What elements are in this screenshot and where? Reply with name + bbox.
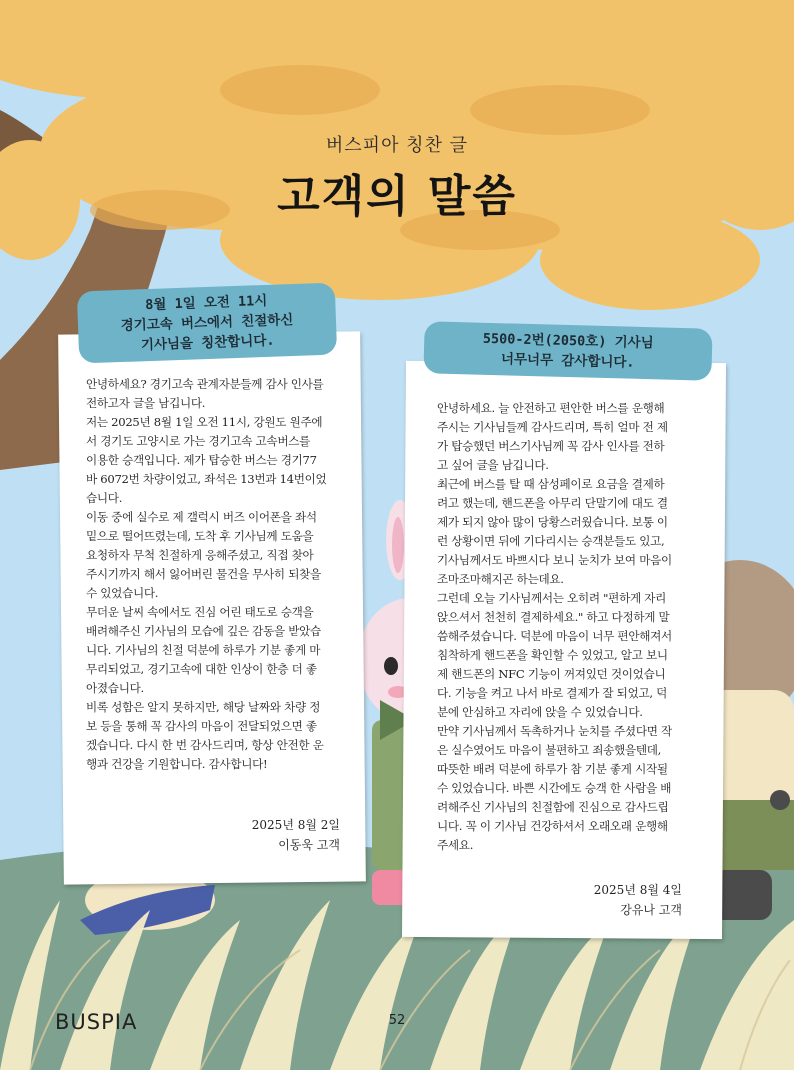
body-line: 이용한 승객입니다. 제가 탑승한 버스는 경기77: [86, 453, 317, 467]
body-line: 은 실수였어도 마음이 불편하고 죄송했을텐데,: [437, 743, 662, 757]
body-line: 겠습니다. 다시 한 번 감사드리며, 항상 안전한 운: [86, 738, 324, 752]
letter-left-heading: [77, 283, 337, 364]
body-line: 기사님께서도 바쁘시다 보니 눈치가 보여 마음이: [437, 553, 672, 567]
body-line: 런 상황이면 뒤에 기다리시는 승객분들도 있고,: [437, 534, 665, 548]
body-line: 행과 건강을 기원합니다. 감사합니다!: [86, 757, 268, 771]
body-line: 저는 2025년 8월 1일 오전 11시, 강원도 원주에: [86, 415, 323, 429]
body-line: 려고 했는데, 핸드폰을 아무리 단말기에 대도 결: [437, 496, 668, 510]
body-line: 요청하자 무척 친절하게 응해주셨고, 직접 찾아: [86, 548, 314, 562]
heading-line: 경기고속 버스에서 친절하신: [120, 311, 294, 335]
body-line: 니다. 기사님의 친절 덕분에 하루가 기분 좋게 마: [86, 643, 321, 657]
body-line: 배려해주신 기사님의 모습에 깊은 감동을 받았습: [86, 624, 321, 638]
letter-right-heading: [423, 321, 712, 381]
body-line: 다. 기능을 켜고 나서 바로 결제가 잘 되었고, 덕: [437, 686, 668, 700]
body-line: 서 경기도 고양시로 가는 경기고속 고속버스를: [86, 434, 311, 448]
letter-right-signature: [540, 880, 682, 920]
body-line: 주시기까지 해서 잃어버린 물건을 무사히 되찾을: [86, 567, 321, 581]
body-line: 이동 중에 실수로 제 갤럭시 버즈 이어폰을 좌석: [86, 510, 317, 524]
heading-line: 너무너무 감사합니다.: [500, 351, 635, 371]
body-line: 전하고자 글을 남깁니다.: [86, 396, 206, 410]
body-line: 니다. 꼭 이 기사님 건강하셔서 오래오래 운행해: [437, 819, 668, 833]
letter-date: 2025년 8월 4일: [593, 883, 682, 897]
heading-line: 8월 1일 오전 11시: [144, 292, 268, 314]
body-line: 주세요.: [437, 838, 474, 852]
body-line: 안녕하세요? 경기고속 관계자분들께 감사 인사를: [86, 377, 324, 391]
body-line: 보 등을 통해 꼭 감사의 마음이 전달되었으면 좋: [86, 719, 317, 733]
buspia-logo: BUSPIA: [55, 1010, 138, 1034]
body-line: 주시는 기사님들께 감사드리며, 특히 얼마 전 제: [437, 420, 668, 434]
letter-left-signature: [200, 815, 340, 855]
page-title: 고객의 말씀: [277, 171, 517, 222]
body-line: 최근에 버스를 탈 때 삼성페이로 요금을 결제하: [437, 477, 665, 491]
page-number: 52: [388, 1013, 406, 1028]
body-line: 고 싶어 글을 남깁니다.: [437, 458, 549, 472]
heading-line: 5500-2번(2050호) 기사님: [482, 330, 654, 352]
body-line: 안녕하세요. 늘 안전하고 편안한 버스를 운행해: [437, 401, 665, 415]
body-line: 밑으로 떨어뜨렸는데, 도착 후 기사님께 도움을: [86, 529, 314, 543]
body-line: 수 있었습니다.: [86, 586, 159, 600]
body-line: 그런데 오늘 기사님께서는 오히려 "편하게 자리: [437, 591, 667, 605]
body-line: 무리되었고, 경기고속에 대한 인상이 한층 더 좋: [86, 662, 317, 676]
letter-author: 강유나 고객: [620, 903, 682, 917]
body-line: 조마조마해지곤 하는데요.: [437, 572, 564, 586]
letter-left-body: [86, 375, 348, 774]
body-line: 무더운 날씨 속에서도 진심 어린 태도로 승객을: [86, 605, 314, 619]
body-line: 침착하게 핸드폰을 확인할 수 있었고, 알고 보니: [437, 648, 668, 662]
body-line: 습니다.: [86, 491, 123, 505]
body-line: 분에 안심하고 자리에 앉을 수 있었습니다.: [437, 705, 643, 719]
body-line: 따뜻한 배려 덕분에 하루가 참 기분 좋게 시작될: [437, 762, 668, 776]
letter-right-body: [437, 399, 711, 855]
letter-author: 이동욱 고객: [278, 838, 340, 852]
body-line: 비록 성함은 알지 못하지만, 해당 날짜와 차량 정: [86, 700, 321, 714]
body-line: 씀해주셨습니다. 덕분에 마음이 너무 편안해져서: [437, 629, 672, 643]
body-line: 려해주신 기사님의 친절함에 진심으로 감사드립: [437, 800, 669, 814]
page-subtitle: 버스피아 칭찬 글: [325, 135, 469, 156]
body-line: 제가 되지 않아 많이 당황스러웠습니다. 보통 이: [437, 515, 668, 529]
body-line: 아졌습니다.: [86, 681, 144, 695]
body-line: 가 탑승했던 버스기사님께 꼭 감사 인사를 전하: [437, 439, 665, 453]
body-line: 만약 기사님께서 독촉하거나 눈치를 주셨다면 작: [437, 724, 672, 738]
body-line: 수 있었습니다. 바쁜 시간에도 승객 한 사람을 배: [437, 781, 672, 795]
body-line: 바 6072번 차량이었고, 좌석은 13번과 14번이었: [86, 472, 327, 486]
body-line: 제 핸드폰의 NFC 기능이 꺼져있던 것이었습니: [437, 667, 666, 681]
body-line: 앉으셔서 천천히 결제하세요." 하고 다정하게 말: [437, 610, 670, 624]
letter-date: 2025년 8월 2일: [251, 818, 340, 832]
heading-line: 기사님을 칭찬합니다.: [140, 332, 275, 354]
